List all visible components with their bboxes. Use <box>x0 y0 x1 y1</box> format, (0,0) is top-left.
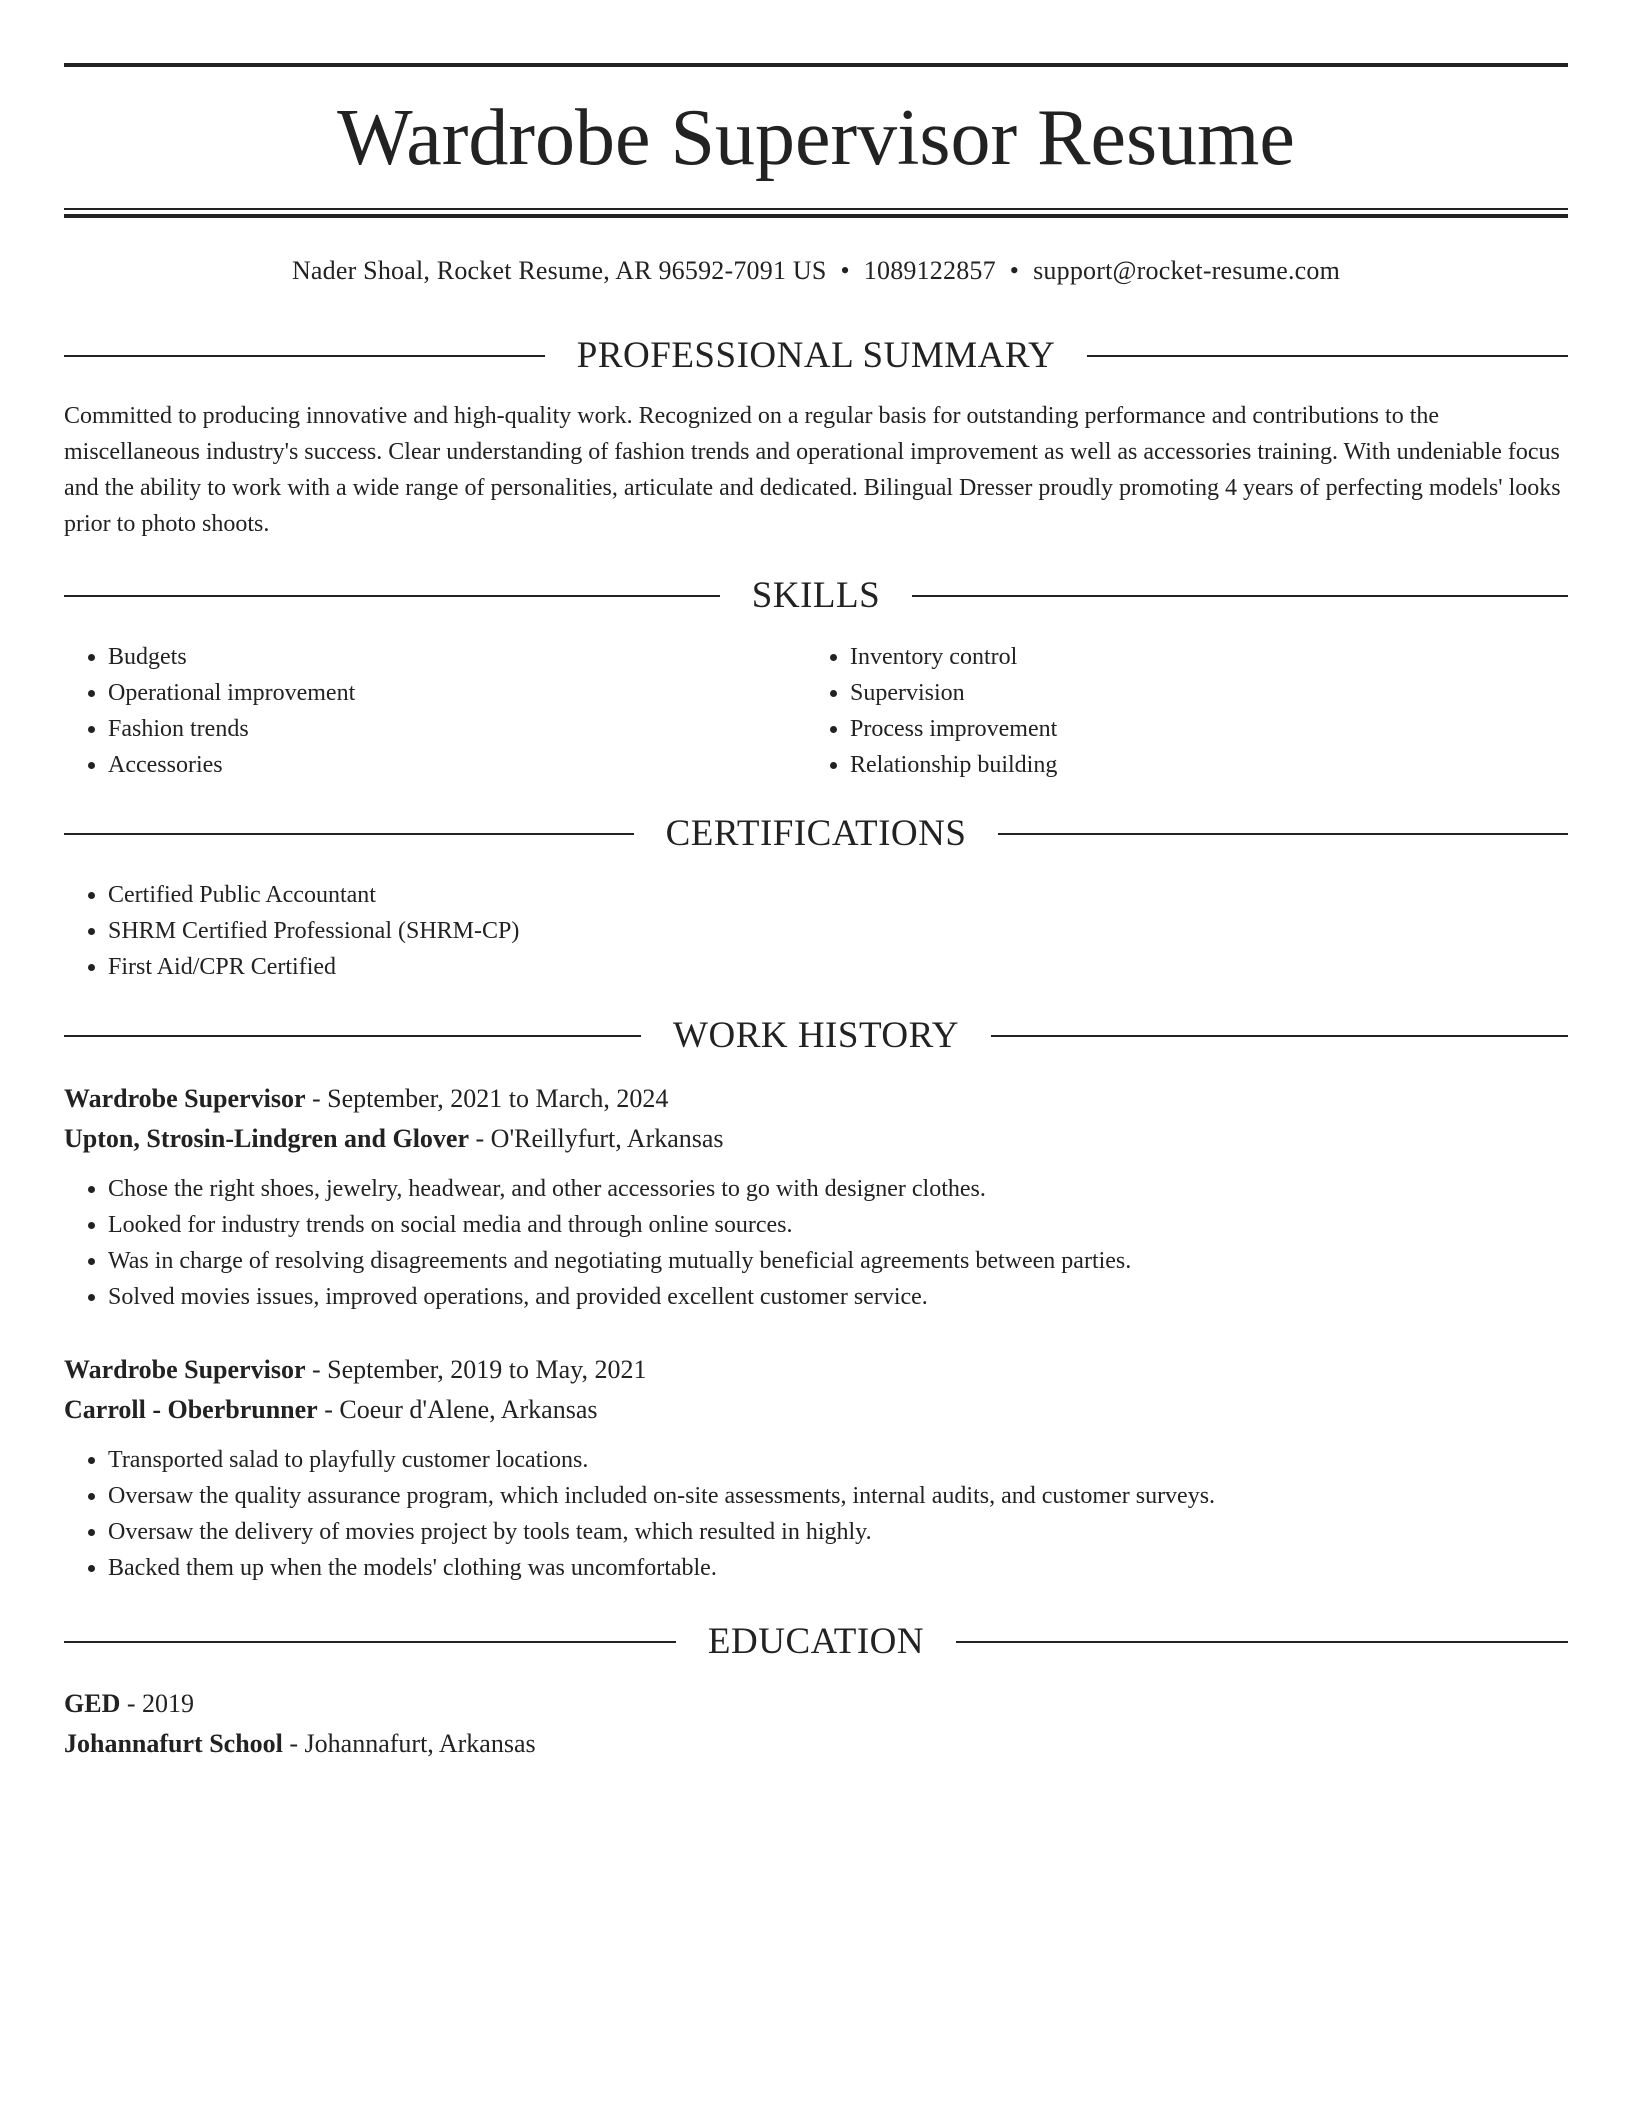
contact-email: support@rocket-resume.com <box>1033 256 1341 285</box>
job-bullet: • Chose the right shoes, jewelry, headwear, and other accessories to go with designer clothes. <box>108 1171 1568 1207</box>
contact-address: Nader Shoal, Rocket Resume, AR 96592-7091 US <box>291 256 827 285</box>
job-bullet: • Was in charge of resolving disagreements and negotiating mutually beneficial agreements between parties. <box>108 1243 1568 1279</box>
heading-rule <box>64 1641 676 1643</box>
heading-rule <box>64 1035 641 1037</box>
education-year: - 2019 <box>120 1689 195 1718</box>
header-double-rule <box>64 208 1568 218</box>
skill-item: • Fashion trends <box>108 711 764 747</box>
skill-item: • Relationship building <box>850 747 1506 783</box>
education-degree-line <box>64 1684 1568 1724</box>
heading-rule <box>912 595 1568 597</box>
skill-item: • Inventory control <box>850 639 1506 675</box>
heading-rule <box>64 833 634 835</box>
job-bullet: • Looked for industry trends on social media and through online sources. <box>108 1207 1568 1243</box>
job-entry <box>64 1350 1568 1586</box>
job-dates: - September, 2019 to May, 2021 <box>305 1355 647 1384</box>
job-bullet: • Solved movies issues, improved operations, and provided excellent customer service. <box>108 1279 1568 1315</box>
job-entry <box>64 1079 1568 1315</box>
job-bullet: • Backed them up when the models' clothing was uncomfortable. <box>108 1550 1568 1586</box>
section-title: CERTIFICATIONS <box>665 813 967 854</box>
education-degree: GED <box>64 1689 121 1718</box>
heading-rule <box>64 355 545 357</box>
heading-rule <box>998 833 1568 835</box>
header-top-rule <box>64 63 1568 67</box>
skill-item: • Process improvement <box>850 711 1506 747</box>
job-location: - O'Reillyfurt, Arkansas <box>469 1124 724 1153</box>
contact-line <box>64 253 1568 289</box>
section-title: PROFESSIONAL SUMMARY <box>576 335 1056 376</box>
section-heading-education <box>64 1620 1568 1664</box>
job-company: Carroll - Oberbrunner <box>64 1395 318 1424</box>
job-title: Wardrobe Supervisor <box>64 1084 306 1113</box>
job-bullet: • Oversaw the quality assurance program, which included on-site assessments, internal audits, and customer surveys. <box>108 1478 1568 1514</box>
job-dates: - September, 2021 to March, 2024 <box>305 1084 669 1113</box>
contact-separator: • <box>840 256 850 285</box>
job-location: - Coeur d'Alene, Arkansas <box>317 1395 598 1424</box>
heading-rule <box>1087 355 1568 357</box>
certification-item: • First Aid/CPR Certified <box>108 949 1568 985</box>
skills-column-right <box>806 639 1506 783</box>
contact-separator: • <box>1009 256 1020 285</box>
skill-item: • Accessories <box>108 747 764 783</box>
education-location: - Johannafurt, Arkansas <box>282 1729 536 1758</box>
job-bullet: • Oversaw the delivery of movies project by tools team, which resulted in highly. <box>108 1514 1568 1550</box>
section-heading-certifications <box>64 812 1568 856</box>
job-company-line <box>64 1390 1568 1430</box>
section-heading-skills <box>64 574 1568 618</box>
job-company-line <box>64 1119 1568 1159</box>
job-bullet: • Transported salad to playfully customer locations. <box>108 1442 1568 1478</box>
heading-rule <box>64 595 720 597</box>
education-school: Johannafurt School <box>64 1729 283 1758</box>
certification-item: • Certified Public Accountant <box>108 877 1568 913</box>
education-entry <box>64 1684 1568 1764</box>
heading-rule <box>991 1035 1568 1037</box>
certifications-list <box>64 877 1568 985</box>
education-school-line <box>64 1724 1568 1764</box>
section-title: WORK HISTORY <box>673 1015 959 1056</box>
section-heading-work-history <box>64 1014 1568 1058</box>
section-title: EDUCATION <box>707 1621 925 1662</box>
contact-phone: 1089122857 <box>863 256 996 285</box>
section-heading-summary <box>64 334 1568 378</box>
job-title: Wardrobe Supervisor <box>64 1355 306 1384</box>
skill-item: • Budgets <box>108 639 764 675</box>
certification-item: • SHRM Certified Professional (SHRM-CP) <box>108 913 1568 949</box>
job-company: Upton, Strosin-Lindgren and Glover <box>64 1124 470 1153</box>
job-title-line <box>64 1079 1568 1119</box>
skills-column-left <box>64 639 764 783</box>
summary-text: Committed to producing innovative and high-quality work. Recognized on a regular basis for outstanding performance and contributions to the miscellaneous industry's success. Clear understanding of fashion trends and operational improvement as well as accessories training. With undeniable focus and the ability to work with a wide range of personalities, articulate and dedicated. Bilingual Dresser proudly promoting 4 years of perfecting models' looks prior to photo shoots. <box>64 403 1561 537</box>
skill-item: • Operational improvement <box>108 675 764 711</box>
skill-item: • Supervision <box>850 675 1506 711</box>
resume-title: Wardrobe Supervisor Resume <box>337 94 1295 182</box>
heading-rule <box>956 1641 1568 1643</box>
job-title-line <box>64 1350 1568 1390</box>
section-title: SKILLS <box>751 575 881 616</box>
